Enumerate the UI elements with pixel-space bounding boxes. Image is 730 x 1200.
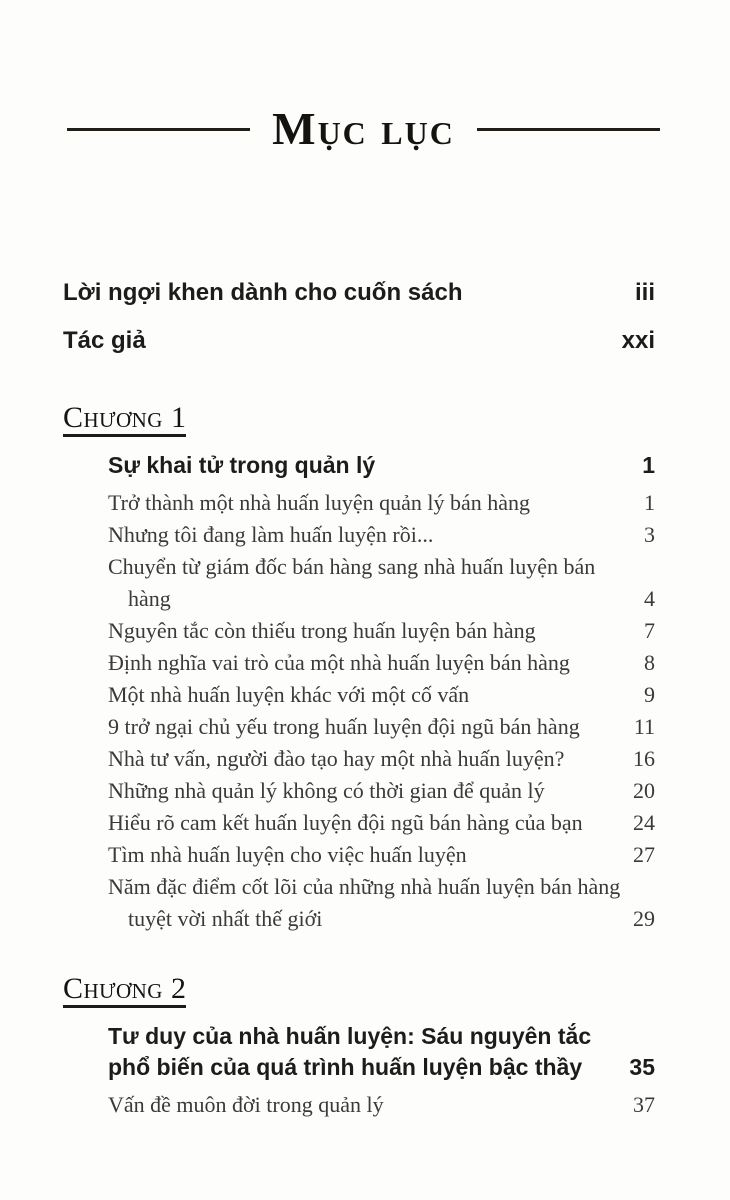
chapter-heading: Chương 1 [63,404,186,437]
toc-item-row [108,711,655,743]
entry-page-number: iii [634,279,655,306]
entry-label: Nguyên tắc còn thiếu trong huấn luyện bán hàng [108,618,536,643]
chapter-section-1 [63,401,655,935]
entry-label: 9 trở ngại chủ yếu trong huấn luyện đội ngũ bán hàng [108,714,580,739]
entry-page-number: 27 [633,842,655,867]
chapter-title: Tư duy của nhà huấn luyện: Sáu nguyên tắc phổ biến của quá trình huấn luyện bậc thầy [108,1023,592,1080]
entry-page-number: 4 [644,586,655,611]
entry-page-number: 37 [633,1092,655,1117]
entry-page-number: 20 [633,778,655,803]
toc-item-row [108,775,655,807]
entry-page-number: 1 [644,490,655,515]
toc-item-row [108,551,655,615]
entry-label: Lời ngợi khen dành cho cuốn sách [63,279,463,306]
entry-label: Nhà tư vấn, người đào tạo hay một nhà huấn luyện? [108,746,565,771]
entry-page-number: 9 [644,682,655,707]
front-matter-section [63,278,655,356]
chapter-items [63,487,655,935]
entry-page-number: 8 [644,650,655,675]
entry-label: Tác giả [63,327,146,354]
chapter-items [63,1089,655,1121]
entry-page-number: 3 [644,522,655,547]
toc-item-row [108,615,655,647]
toc-item-row [108,839,655,871]
chapter-heading: Chương 2 [63,975,186,1008]
chapter-title-page-number: 1 [642,452,655,478]
entry-label: Định nghĩa vai trò của một nhà huấn luyện bán hàng [108,650,570,675]
entry-page-number: xxi [621,327,655,354]
chapter-title-page-number: 35 [629,1054,655,1080]
chapter-title-row [108,1021,655,1083]
page-title-row [67,103,660,154]
entry-label: Vấn đề muôn đời trong quản lý [108,1092,384,1117]
entry-label: Tìm nhà huấn luyện cho việc huấn luyện [108,842,467,867]
entry-page-number: 7 [644,618,655,643]
entry-page-number: 16 [633,746,655,771]
entry-label: Hiểu rõ cam kết huấn luyện đội ngũ bán hàng của bạn [108,810,583,835]
toc-item-row [108,679,655,711]
entry-label: Những nhà quản lý không có thời gian để quản lý [108,778,545,803]
entry-label: Một nhà huấn luyện khác với một cố vấn [108,682,470,707]
toc-item-row [108,519,655,551]
front-matter-row [63,278,655,308]
toc-item-row [108,807,655,839]
entry-page-number: 24 [633,810,655,835]
page-title: Mục lục [272,103,455,154]
title-rule-left [67,128,250,131]
toc-item-row [108,487,655,519]
entry-page-number: 11 [633,714,655,739]
entry-label: Chuyển từ giám đốc bán hàng sang nhà huấn luyện bán hàng [108,554,596,611]
chapter-title-row [108,450,655,481]
entry-label: Trở thành một nhà huấn luyện quản lý bán hàng [108,490,531,515]
chapter-section-2 [63,972,655,1121]
toc-item-row [108,1089,655,1121]
chapter-title: Sự khai tử trong quản lý [108,452,376,478]
toc-item-row [108,871,655,935]
entry-label: Nhưng tôi đang làm huấn luyện rồi... [108,522,434,547]
title-rule-right [477,128,660,131]
toc-item-row [108,647,655,679]
toc-item-row [108,743,655,775]
front-matter-row [63,326,655,356]
entry-label: Năm đặc điểm cốt lõi của những nhà huấn luyện bán hàng tuyệt vời nhất thế giới [108,874,621,931]
entry-page-number: 29 [633,906,655,931]
